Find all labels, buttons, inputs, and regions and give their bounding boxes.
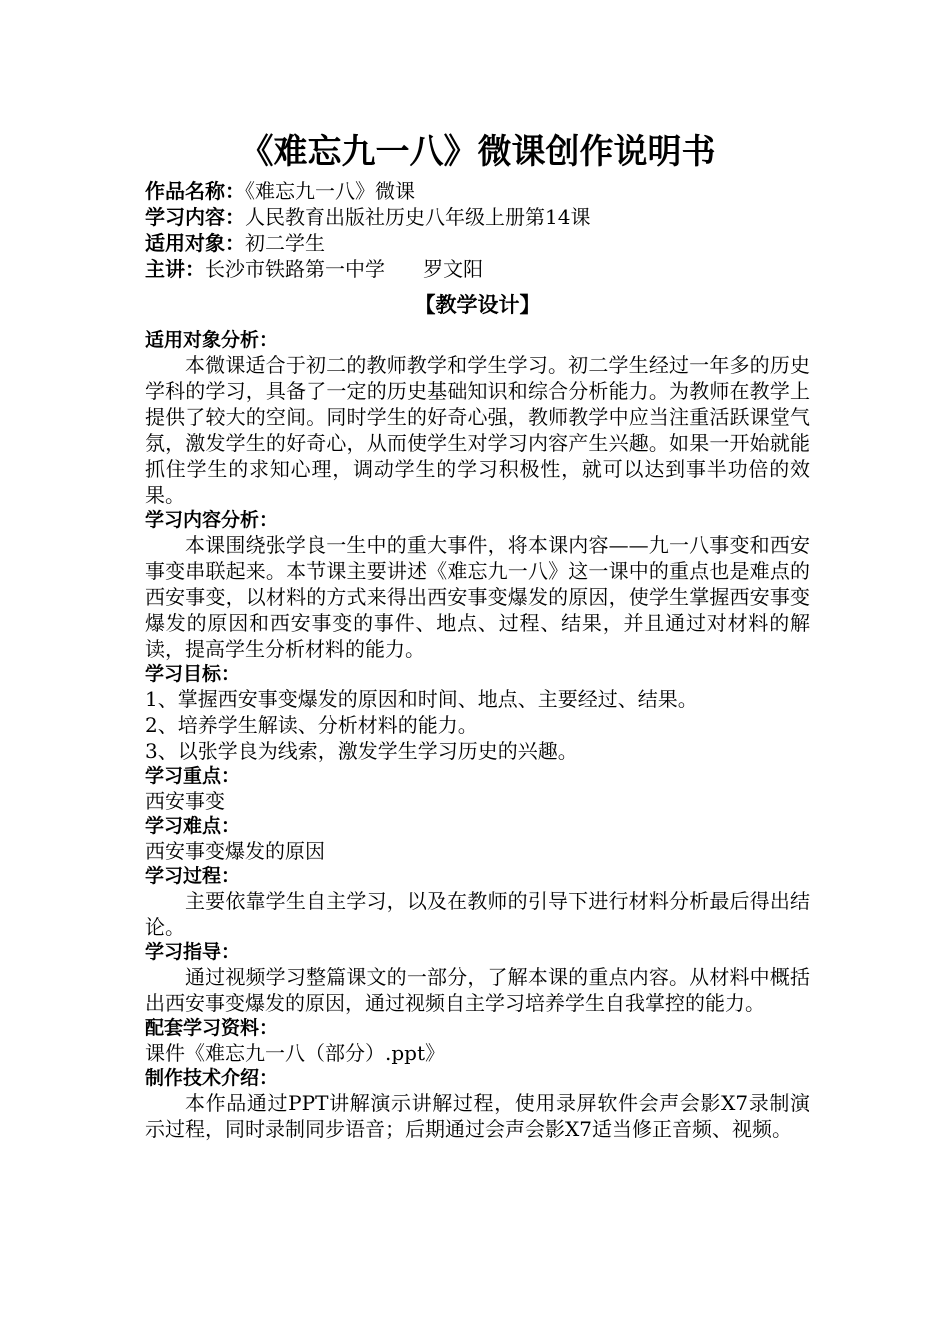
section-heading: 学习过程： <box>145 865 241 887</box>
section-audience <box>145 328 810 508</box>
section-paragraph: 通过视频学习整篇课文的一部分，了解本课的重点内容。从材料中概括出西安事变爆发的原因，通过视频自主学习培养学生自我掌控的能力。 <box>145 965 810 1015</box>
section-materials <box>145 1016 810 1066</box>
section-paragraph: 本微课适合于初二的教师教学和学生学习。初二学生经过一年多的历史学科的学习，具备了一定的历史基础知识和综合分析能力。为教师在教学上提供了较大的空间。同时学生的好奇心强，教师教学中应当注重活跃课堂气氛，激发学生的好奇心，从而使学生对学习内容产生兴趣。如果一开始就能抓住学生的求知心理，调动学生的学习积极性，就可以达到事半功倍的效果。 <box>145 353 810 507</box>
section-text: 西安事变 <box>145 789 225 813</box>
meta-label: 作品名称： <box>145 179 245 203</box>
section-guidance <box>145 940 810 1016</box>
section-paragraph: 主要依靠学生自主学习，以及在教师的引导下进行材料分析最后得出结论。 <box>145 889 810 939</box>
section-heading: 学习指导： <box>145 941 241 963</box>
meta-label: 适用对象： <box>145 231 245 255</box>
section-difficulties <box>145 814 810 864</box>
meta-value: 人民教育出版社历史八年级上册第14课 <box>245 205 591 229</box>
meta-audience <box>145 230 810 256</box>
meta-learning-content <box>145 204 810 230</box>
section-heading: 配套学习资料： <box>145 1017 279 1039</box>
section-heading: 学习内容分析： <box>145 509 279 531</box>
goal-item: 3、以张学良为线索，激发学生学习历史的兴趣。 <box>145 739 578 763</box>
meta-work-name <box>145 178 810 204</box>
meta-value: 初二学生 <box>245 231 325 255</box>
meta-value: 《难忘九一八》微课 <box>245 179 415 203</box>
meta-label: 主讲： <box>145 257 205 281</box>
section-key-points <box>145 764 810 814</box>
section-heading: 适用对象分析： <box>145 329 279 351</box>
section-process <box>145 864 810 940</box>
meta-label: 学习内容： <box>145 205 245 229</box>
meta-lecturer <box>145 256 810 282</box>
section-heading: 制作技术介绍： <box>145 1067 279 1089</box>
section-goals <box>145 662 810 764</box>
meta-value: 长沙市铁路第一中学 罗文阳 <box>205 257 484 281</box>
goal-item: 2、培养学生解读、分析材料的能力。 <box>145 713 478 737</box>
meta-block <box>145 178 810 282</box>
section-paragraph: 本作品通过PPT讲解演示讲解过程，使用录屏软件会声会影X7录制演示过程，同时录制同步语音；后期通过会声会影X7适当修正音频、视频。 <box>145 1091 810 1141</box>
section-text: 西安事变爆发的原因 <box>145 839 325 863</box>
section-content <box>145 508 810 662</box>
document-page <box>145 128 810 1142</box>
section-title: 【教学设计】 <box>414 293 541 317</box>
page-title: 《难忘九一八》微课创作说明书 <box>239 132 716 172</box>
section-heading: 学习目标： <box>145 663 241 685</box>
section-heading: 学习难点： <box>145 815 241 837</box>
section-text: 课件《难忘九一八（部分）.ppt》 <box>145 1041 445 1065</box>
section-heading: 学习重点： <box>145 765 241 787</box>
section-paragraph: 本课围绕张学良一生中的重大事件，将本课内容——九一八事变和西安事变串联起来。本节课主要讲述《难忘九一八》这一课中的重点也是难点的西安事变，以材料的方式来得出西安事变爆发的原因，使学生掌握西安事变爆发的原因和西安事变的事件、地点、过程、结果，并且通过对材料的解读，提高学生分析材料的能力。 <box>145 533 810 661</box>
goal-item: 1、掌握西安事变爆发的原因和时间、地点、主要经过、结果。 <box>145 687 698 711</box>
section-tech <box>145 1066 810 1142</box>
